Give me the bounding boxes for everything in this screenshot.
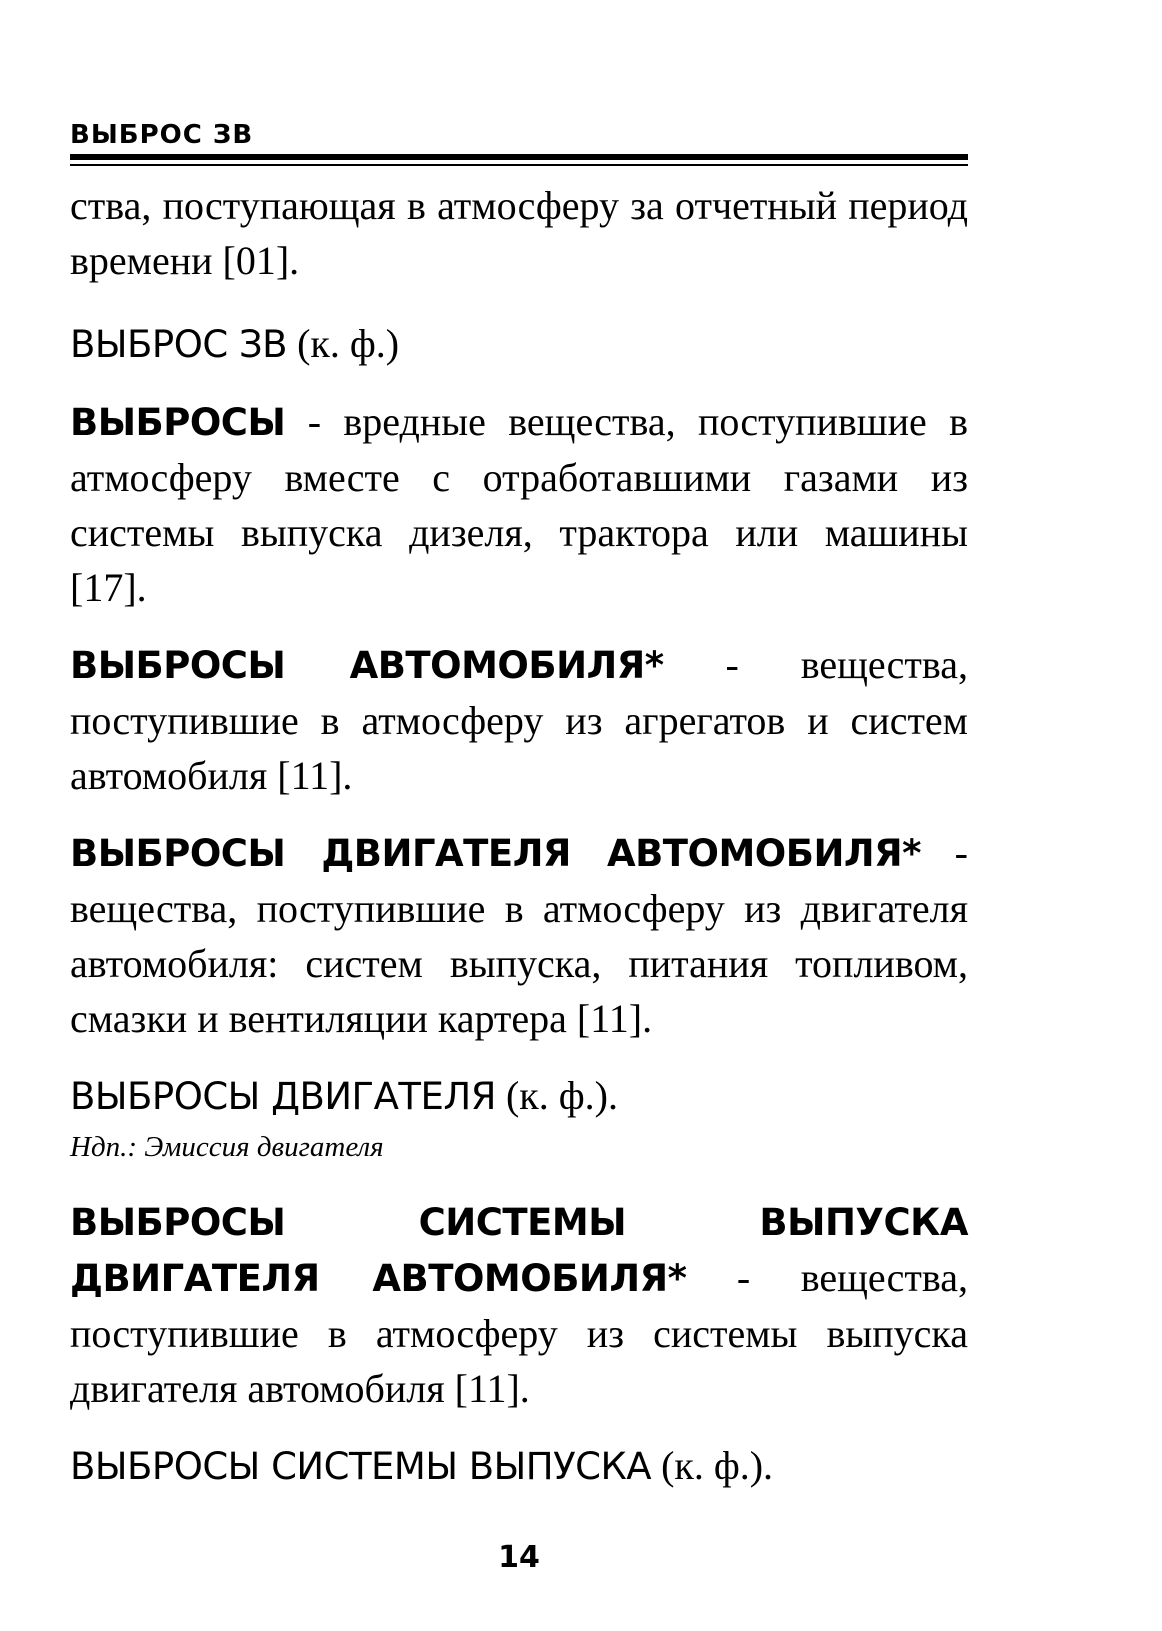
header-rule-thick: [70, 154, 968, 160]
entry-definition: - вредные вещества, поступившие в атмосферу вместе с отработавшими газами из системы выпуска дизеля, трактора или машины [17].: [70, 399, 968, 610]
entry-definition: - вещества, поступившие в атмосферу из системы выпуска двигателя автомобиля [11].: [70, 1255, 968, 1411]
entry-tail: (к. ф.).: [495, 1073, 618, 1118]
page-number: 14: [498, 1540, 540, 1575]
entry-term: ВЫБРОСЫ АВТОМОБИЛЯ*: [70, 644, 664, 687]
entry-vybrosy-sistemy-vypuska-dvigatelya: [70, 1194, 968, 1416]
entry-vybrosy-dvigatelya: [70, 1068, 968, 1124]
entry-term: ВЫБРОСЫ ДВИГАТЕЛЯ АВТОМОБИЛЯ*: [70, 832, 921, 875]
entry-term: ВЫБРОС ЗВ: [70, 323, 288, 366]
header-rule-thin: [70, 164, 968, 166]
page-body: [70, 178, 968, 1516]
entry-tail: (к. ф.): [287, 321, 400, 366]
continuation-text: ства, поступающая в атмосферу за отчетный период времени [01].: [70, 183, 968, 283]
entry-term: ВЫБРОСЫ ДВИГАТЕЛЯ: [70, 1075, 496, 1118]
entry-term: ВЫБРОСЫ СИСТЕМЫ ВЫПУСКА ДВИГАТЕЛЯ АВТОМОБИЛЯ*: [70, 1201, 968, 1300]
entry-vybros-zv: [70, 316, 968, 372]
entry-tail: (к. ф.).: [651, 1443, 774, 1488]
entry-note: Ндп.: Эмиссия двигателя: [70, 1131, 384, 1163]
entry-definition: - вещества, поступившие в атмосферу из агрегатов и систем автомобиля [11].: [70, 642, 968, 798]
entry-term: ВЫБРОСЫ: [70, 401, 286, 444]
page: [70, 0, 968, 1631]
entry-definition: - вещества, поступившие в атмосферу из двигателя автомобиля: систем выпуска, питания топливом, смазки и вентиляции картера [11].: [70, 830, 968, 1041]
entry-vybrosy: [70, 394, 968, 615]
entry-vybrosy-avtomobilya: [70, 637, 968, 803]
entry-term: ВЫБРОСЫ СИСТЕМЫ ВЫПУСКА: [70, 1445, 652, 1488]
running-head: ВЫБРОС ЗВ: [70, 120, 254, 150]
entry-vybrosy-dvigatelya-avtomobilya: [70, 825, 968, 1046]
entry-vybrosy-sistemy-vypuska: [70, 1438, 968, 1494]
